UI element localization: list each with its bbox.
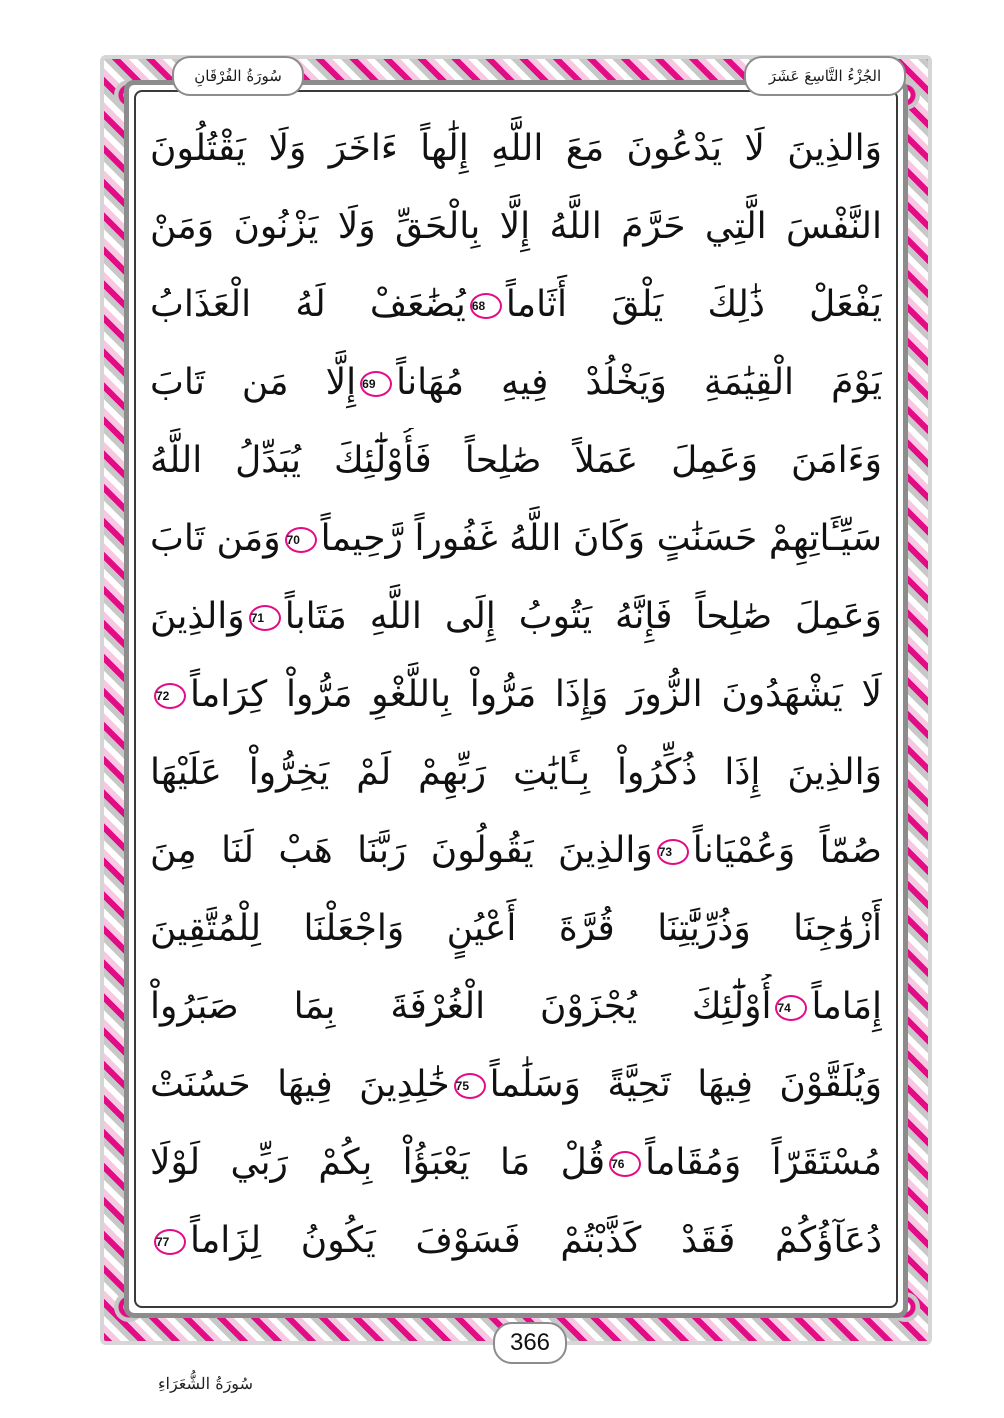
verse-line <box>150 194 882 260</box>
verse-line <box>150 272 882 338</box>
verse-line <box>150 428 882 494</box>
verse-text: وَءَامَنَ وَعَمِلَ عَمَلاً صَٰلِحاً فَأُوْلَٰٓئِكَ يُبَدِّلُ اللَّهُ <box>150 440 882 481</box>
verse-line <box>150 662 882 728</box>
verse-text: أُوْلَٰٓئِكَ يُجْزَوْنَ الْغُرْفَةَ بِمَا صَبَرُواْ <box>150 986 772 1027</box>
ayah-number-marker: 74 <box>775 995 807 1021</box>
ayah-number-marker: 72 <box>154 683 186 709</box>
verse-line <box>150 1052 882 1118</box>
verse-line <box>150 116 882 182</box>
verse-line <box>150 1130 882 1196</box>
ayah-number-marker: 69 <box>360 371 392 397</box>
verse-text: يَفْعَلْ ذَٰلِكَ يَلْقَ أَثَاماً <box>505 284 882 325</box>
verse-text: النَّفْسَ الَّتِي حَرَّمَ اللَّهُ إِلَّا بِالْحَقِّ وَلَا يَزْنُونَ وَمَنْ <box>150 206 882 247</box>
verse-text: إِلَّا مَن تَابَ <box>150 362 357 403</box>
ayah-number-marker: 70 <box>285 527 317 553</box>
verse-line <box>150 1208 882 1274</box>
verse-line <box>150 740 882 806</box>
verse-text: وَعَمِلَ صَٰلِحاً فَإِنَّهُ يَتُوبُ إِلَى اللَّهِ مَتَاباً <box>284 596 882 637</box>
verse-line <box>150 896 882 962</box>
verse-text: سَيِّـَٔاتِهِمْ حَسَنَٰتٍ وَكَانَ اللَّهُ غَفُوراً رَّحِيماً <box>320 518 882 559</box>
verse-text: إِمَاماً <box>811 986 882 1027</box>
ayah-number-marker: 75 <box>454 1073 486 1099</box>
verse-text: وَالذِينَ لَا يَدْعُونَ مَعَ اللَّهِ إِلَٰهاً ءَاخَرَ وَلَا يَقْتُلُونَ <box>150 128 882 169</box>
verse-line <box>150 818 882 884</box>
ayah-number-marker: 73 <box>657 839 689 865</box>
ayah-number-marker: 77 <box>154 1229 186 1255</box>
verse-text: قُلْ مَا يَعْبَؤُاْ بِكُمْ رَبِّي لَوْلَا <box>150 1142 606 1183</box>
surah-name-header: سُورَةُ الفُرْقَانِ <box>172 56 304 96</box>
quran-text-area <box>150 110 882 1290</box>
page-number: 366 <box>493 1322 567 1364</box>
ayah-number-marker: 76 <box>609 1151 641 1177</box>
verse-text: وَالذِينَ إِذَا ذُكِّرُواْ بِـَٔايَٰتِ رَبِّهِمْ لَمْ يَخِرُّواْ عَلَيْهَا <box>150 752 882 793</box>
verse-line <box>150 350 882 416</box>
ayah-number-marker: 68 <box>470 293 502 319</box>
verse-text: وَيُلَقَّوْنَ فِيهَا تَحِيَّةً وَسَلَٰماً <box>489 1064 882 1105</box>
verse-text: صُمّاً وَعُمْيَاناً <box>692 830 882 871</box>
next-surah-catchword: سُورَةُ الشُّعَرَاءِ <box>158 1374 253 1393</box>
verse-text: خَٰلِدِينَ فِيهَا حَسُنَتْ <box>150 1064 450 1105</box>
verse-text: دُعَآؤُكُمْ فَقَدْ كَذَّبْتُمْ فَسَوْفَ يَكُونُ لِزَاماً <box>190 1220 882 1261</box>
verse-line <box>150 974 882 1040</box>
verse-text: وَمَن تَابَ <box>150 518 281 559</box>
verse-line <box>150 584 882 650</box>
verse-text: يَوْمَ الْقِيَٰمَةِ وَيَخْلُدْ فِيهِ مُهَاناً <box>396 362 882 403</box>
verse-text: لَا يَشْهَدُونَ الزُّورَ وَإِذَا مَرُّواْ بِاللَّغْوِ مَرُّواْ كِرَاماً <box>190 674 882 715</box>
verse-text: يُضَٰعَفْ لَهُ الْعَذَابُ <box>150 284 466 325</box>
verse-text: أَزْوَٰجِنَا وَذُرِّيَّٰتِنَا قُرَّةَ أَعْيُنٍ وَاجْعَلْنَا لِلْمُتَّقِينَ <box>150 908 882 949</box>
verse-line <box>150 506 882 572</box>
ayah-number-marker: 71 <box>249 605 281 631</box>
verse-text: وَالذِينَ <box>150 596 245 637</box>
verse-text: وَالذِينَ يَقُولُونَ رَبَّنَا هَبْ لَنَا مِنَ <box>150 830 653 871</box>
verse-text: مُسْتَقَرّاً وَمُقَاماً <box>645 1142 882 1183</box>
juz-header: الجُزْءُ التَّاسِعَ عَشَرَ <box>744 56 906 96</box>
